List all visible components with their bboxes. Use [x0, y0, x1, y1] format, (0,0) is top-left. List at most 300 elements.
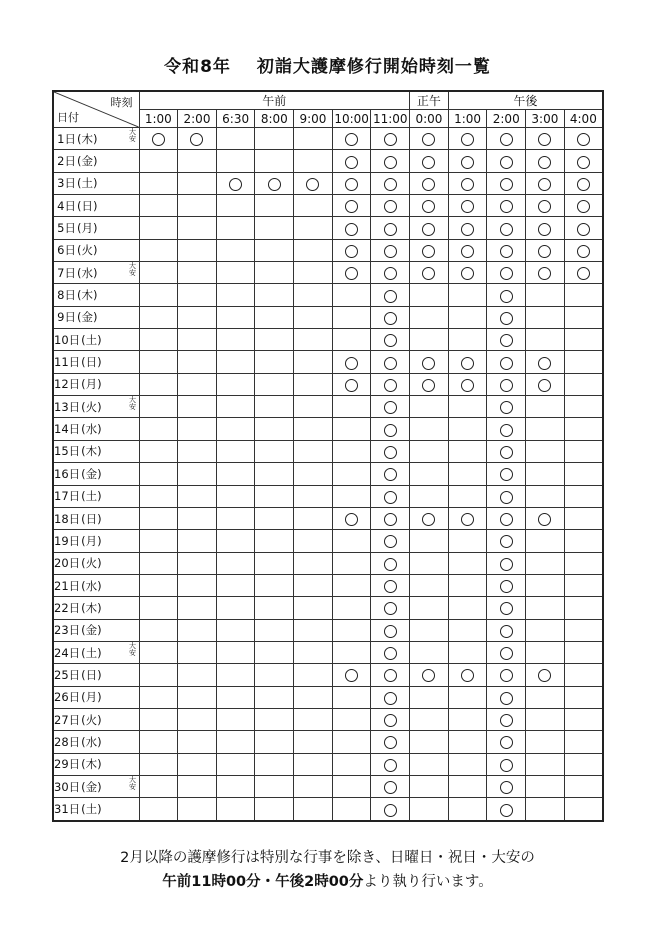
schedule-cell — [294, 217, 333, 239]
date-cell — [53, 731, 139, 753]
schedule-cell — [487, 686, 526, 708]
schedule-cell — [448, 530, 487, 552]
circle-mark-icon — [538, 156, 551, 169]
date-cell — [53, 284, 139, 306]
schedule-cell — [178, 641, 217, 663]
schedule-cell — [410, 239, 449, 261]
table-row — [53, 195, 603, 217]
schedule-cell — [526, 507, 565, 529]
day-of-week: (火) — [81, 399, 102, 414]
schedule-cell — [139, 798, 178, 821]
circle-mark-icon — [384, 200, 397, 213]
day-of-week: (金) — [77, 154, 98, 169]
day-number: 27日 — [54, 712, 81, 727]
circle-mark-icon — [345, 379, 358, 392]
schedule-cell — [564, 552, 603, 574]
schedule-cell — [526, 641, 565, 663]
circle-mark-icon — [384, 580, 397, 593]
schedule-cell — [487, 172, 526, 194]
circle-mark-icon — [500, 178, 513, 191]
table-row — [53, 463, 603, 485]
table-row — [53, 686, 603, 708]
schedule-cell — [294, 463, 333, 485]
date-cell — [53, 485, 139, 507]
circle-mark-icon — [422, 357, 435, 370]
table-row — [53, 485, 603, 507]
circle-mark-icon — [384, 424, 397, 437]
schedule-cell — [255, 195, 294, 217]
schedule-cell — [487, 552, 526, 574]
schedule-cell — [332, 463, 371, 485]
schedule-cell — [448, 239, 487, 261]
schedule-cell — [526, 775, 565, 797]
schedule-cell — [371, 686, 410, 708]
schedule-cell — [139, 664, 178, 686]
schedule-cell — [448, 731, 487, 753]
schedule-cell — [255, 418, 294, 440]
circle-mark-icon — [422, 156, 435, 169]
table-row — [53, 306, 603, 328]
schedule-cell — [332, 574, 371, 596]
schedule-cell — [332, 440, 371, 462]
schedule-cell — [487, 373, 526, 395]
circle-mark-icon — [500, 602, 513, 615]
schedule-cell — [526, 440, 565, 462]
schedule-cell — [371, 485, 410, 507]
schedule-cell — [371, 619, 410, 641]
schedule-cell — [371, 217, 410, 239]
schedule-cell — [294, 708, 333, 730]
corner-time-label: 時刻 — [110, 96, 133, 109]
schedule-cell — [178, 552, 217, 574]
circle-mark-icon — [577, 267, 590, 280]
schedule-cell — [178, 440, 217, 462]
schedule-cell — [216, 507, 255, 529]
circle-mark-icon — [538, 245, 551, 258]
circle-mark-icon — [461, 178, 474, 191]
day-of-week: (金) — [81, 466, 102, 481]
taian-badge: 大 安 — [129, 775, 136, 791]
schedule-cell — [448, 373, 487, 395]
schedule-cell — [487, 775, 526, 797]
circle-mark-icon — [345, 513, 358, 526]
schedule-cell — [448, 463, 487, 485]
circle-mark-icon — [345, 133, 358, 146]
schedule-cell — [564, 150, 603, 172]
schedule-cell — [410, 396, 449, 418]
time-header: 3:00 — [526, 110, 565, 128]
circle-mark-icon — [422, 133, 435, 146]
schedule-cell — [332, 731, 371, 753]
date-cell — [53, 128, 139, 150]
circle-mark-icon — [422, 267, 435, 280]
schedule-cell — [178, 686, 217, 708]
circle-mark-icon — [577, 245, 590, 258]
circle-mark-icon — [384, 267, 397, 280]
schedule-cell — [526, 619, 565, 641]
circle-mark-icon — [538, 200, 551, 213]
schedule-cell — [178, 619, 217, 641]
schedule-cell — [564, 664, 603, 686]
schedule-cell — [178, 150, 217, 172]
circle-mark-icon — [422, 245, 435, 258]
schedule-cell — [294, 485, 333, 507]
circle-mark-icon — [538, 379, 551, 392]
schedule-cell — [371, 641, 410, 663]
circle-mark-icon — [384, 558, 397, 571]
schedule-cell — [139, 552, 178, 574]
schedule-cell — [371, 262, 410, 284]
schedule-cell — [487, 306, 526, 328]
schedule-cell — [216, 396, 255, 418]
schedule-cell — [139, 306, 178, 328]
schedule-cell — [410, 574, 449, 596]
schedule-cell — [294, 262, 333, 284]
schedule-cell — [448, 195, 487, 217]
taian-badge: 大 安 — [129, 396, 136, 412]
circle-mark-icon — [345, 245, 358, 258]
schedule-cell — [294, 440, 333, 462]
page-title — [0, 52, 655, 77]
circle-mark-icon — [500, 245, 513, 258]
schedule-cell — [410, 485, 449, 507]
schedule-cell — [332, 172, 371, 194]
schedule-cell — [216, 597, 255, 619]
table-row — [53, 329, 603, 351]
schedule-cell — [178, 775, 217, 797]
schedule-cell — [332, 418, 371, 440]
circle-mark-icon — [461, 379, 474, 392]
schedule-cell — [139, 440, 178, 462]
schedule-cell — [139, 507, 178, 529]
schedule-cell — [255, 552, 294, 574]
schedule-cell — [139, 172, 178, 194]
schedule-cell — [448, 664, 487, 686]
schedule-cell — [255, 172, 294, 194]
schedule-cell — [410, 530, 449, 552]
schedule-cell — [564, 373, 603, 395]
circle-mark-icon — [500, 446, 513, 459]
schedule-cell — [332, 619, 371, 641]
table-row — [53, 530, 603, 552]
circle-mark-icon — [538, 267, 551, 280]
schedule-cell — [564, 329, 603, 351]
schedule-cell — [332, 373, 371, 395]
circle-mark-icon — [538, 669, 551, 682]
schedule-cell — [332, 195, 371, 217]
date-cell — [53, 351, 139, 373]
schedule-cell — [448, 753, 487, 775]
circle-mark-icon — [500, 312, 513, 325]
schedule-cell — [139, 351, 178, 373]
schedule-cell — [487, 463, 526, 485]
schedule-cell — [216, 329, 255, 351]
schedule-cell — [410, 150, 449, 172]
title-text: 初詣大護摩修行開始時刻一覧 — [256, 57, 491, 77]
day-number: 3日 — [57, 176, 76, 191]
schedule-cell — [178, 284, 217, 306]
time-header: 6:30 — [216, 110, 255, 128]
date-cell — [53, 329, 139, 351]
schedule-cell — [487, 664, 526, 686]
schedule-cell — [564, 195, 603, 217]
schedule-cell — [410, 552, 449, 574]
circle-mark-icon — [229, 178, 242, 191]
day-of-week: (火) — [81, 556, 102, 571]
schedule-cell — [564, 262, 603, 284]
group-pm: 午後 — [448, 91, 603, 110]
schedule-cell — [371, 530, 410, 552]
date-cell — [53, 373, 139, 395]
schedule-cell — [294, 329, 333, 351]
day-number: 10日 — [54, 332, 81, 347]
schedule-cell — [371, 373, 410, 395]
circle-mark-icon — [345, 178, 358, 191]
circle-mark-icon — [384, 736, 397, 749]
schedule-cell — [178, 396, 217, 418]
schedule-cell — [564, 463, 603, 485]
schedule-cell — [487, 708, 526, 730]
schedule-cell — [448, 798, 487, 821]
schedule-cell — [255, 351, 294, 373]
schedule-cell — [255, 239, 294, 261]
day-number: 21日 — [54, 578, 81, 593]
schedule-cell — [294, 552, 333, 574]
schedule-cell — [216, 239, 255, 261]
day-of-week: (土) — [81, 802, 102, 817]
schedule-cell — [178, 418, 217, 440]
schedule-cell — [564, 798, 603, 821]
taian-badge: 大 安 — [129, 128, 136, 143]
schedule-cell — [332, 284, 371, 306]
schedule-cell — [255, 485, 294, 507]
schedule-cell — [178, 329, 217, 351]
schedule-cell — [371, 597, 410, 619]
schedule-cell — [216, 128, 255, 150]
circle-mark-icon — [500, 290, 513, 303]
schedule-cell — [371, 284, 410, 306]
schedule-cell — [294, 664, 333, 686]
circle-mark-icon — [577, 223, 590, 236]
circle-mark-icon — [384, 312, 397, 325]
day-of-week: (火) — [77, 243, 98, 258]
schedule-cell — [371, 708, 410, 730]
day-of-week: (水) — [77, 265, 98, 280]
schedule-cell — [410, 664, 449, 686]
schedule-cell — [526, 396, 565, 418]
schedule-cell — [294, 507, 333, 529]
schedule-cell — [410, 128, 449, 150]
day-of-week: (日) — [81, 355, 102, 370]
circle-mark-icon — [461, 669, 474, 682]
schedule-cell — [139, 708, 178, 730]
schedule-cell — [332, 150, 371, 172]
schedule-cell — [526, 597, 565, 619]
circle-mark-icon — [500, 267, 513, 280]
circle-mark-icon — [538, 223, 551, 236]
day-of-week: (水) — [81, 578, 102, 593]
day-of-week: (木) — [81, 600, 102, 615]
schedule-cell — [216, 351, 255, 373]
schedule-cell — [139, 485, 178, 507]
schedule-cell — [216, 798, 255, 821]
schedule-cell — [178, 217, 217, 239]
schedule-cell — [139, 195, 178, 217]
table-row — [53, 418, 603, 440]
schedule-cell — [255, 641, 294, 663]
schedule-cell — [294, 396, 333, 418]
circle-mark-icon — [461, 357, 474, 370]
circle-mark-icon — [422, 669, 435, 682]
date-cell — [53, 530, 139, 552]
circle-mark-icon — [500, 736, 513, 749]
date-cell — [53, 463, 139, 485]
date-cell — [53, 641, 139, 663]
schedule-cell — [255, 574, 294, 596]
schedule-cell — [564, 217, 603, 239]
circle-mark-icon — [500, 625, 513, 638]
footer-note-line1: 2月以降の護摩修行は特別な行事を除き、日曜日・祝日・大安の — [120, 850, 535, 866]
schedule-cell — [294, 284, 333, 306]
date-cell — [53, 708, 139, 730]
circle-mark-icon — [384, 379, 397, 392]
schedule-cell — [332, 597, 371, 619]
schedule-cell — [487, 507, 526, 529]
schedule-cell — [564, 440, 603, 462]
day-of-week: (土) — [81, 332, 102, 347]
date-cell — [53, 574, 139, 596]
schedule-cell — [178, 485, 217, 507]
circle-mark-icon — [500, 692, 513, 705]
schedule-cell — [294, 798, 333, 821]
schedule-cell — [448, 574, 487, 596]
table-row — [53, 128, 603, 150]
schedule-cell — [294, 686, 333, 708]
schedule-cell — [371, 753, 410, 775]
schedule-cell — [526, 150, 565, 172]
schedule-cell — [178, 306, 217, 328]
table-row — [53, 552, 603, 574]
schedule-cell — [294, 753, 333, 775]
schedule-cell — [526, 217, 565, 239]
schedule-cell — [410, 329, 449, 351]
schedule-cell — [526, 351, 565, 373]
schedule-cell — [487, 396, 526, 418]
table-row — [53, 172, 603, 194]
schedule-cell — [371, 306, 410, 328]
schedule-cell — [255, 150, 294, 172]
circle-mark-icon — [461, 513, 474, 526]
footer-note-times: 午前11時00分・午後2時00分 — [162, 874, 364, 890]
circle-mark-icon — [500, 357, 513, 370]
schedule-cell — [371, 150, 410, 172]
day-number: 24日 — [54, 645, 81, 660]
circle-mark-icon — [500, 714, 513, 727]
circle-mark-icon — [500, 535, 513, 548]
schedule-cell — [526, 329, 565, 351]
schedule-cell — [332, 329, 371, 351]
date-cell — [53, 798, 139, 821]
schedule-cell — [255, 217, 294, 239]
circle-mark-icon — [422, 200, 435, 213]
table-row — [53, 239, 603, 261]
schedule-cell — [410, 597, 449, 619]
schedule-cell — [448, 351, 487, 373]
day-of-week: (木) — [77, 288, 98, 303]
schedule-cell — [448, 686, 487, 708]
circle-mark-icon — [384, 513, 397, 526]
circle-mark-icon — [384, 714, 397, 727]
schedule-cell — [448, 396, 487, 418]
taian-badge: 大 安 — [129, 262, 136, 278]
schedule-cell — [487, 753, 526, 775]
schedule-cell — [448, 440, 487, 462]
schedule-cell — [487, 195, 526, 217]
schedule-cell — [448, 418, 487, 440]
schedule-cell — [564, 731, 603, 753]
schedule-cell — [487, 217, 526, 239]
circle-mark-icon — [500, 223, 513, 236]
schedule-cell — [487, 284, 526, 306]
schedule-cell — [564, 641, 603, 663]
schedule-cell — [139, 686, 178, 708]
circle-mark-icon — [190, 133, 203, 146]
circle-mark-icon — [538, 513, 551, 526]
schedule-cell — [410, 507, 449, 529]
circle-mark-icon — [538, 178, 551, 191]
schedule-cell — [216, 664, 255, 686]
day-of-week: (水) — [81, 734, 102, 749]
day-of-week: (火) — [81, 712, 102, 727]
schedule-cell — [371, 507, 410, 529]
circle-mark-icon — [461, 245, 474, 258]
date-cell — [53, 753, 139, 775]
schedule-cell — [410, 686, 449, 708]
schedule-cell — [255, 597, 294, 619]
date-cell — [53, 552, 139, 574]
circle-mark-icon — [384, 401, 397, 414]
circle-mark-icon — [500, 401, 513, 414]
schedule-cell — [526, 262, 565, 284]
schedule-cell — [178, 798, 217, 821]
table-row — [53, 708, 603, 730]
circle-mark-icon — [384, 245, 397, 258]
schedule-cell — [255, 507, 294, 529]
group-noon: 正午 — [410, 91, 449, 110]
circle-mark-icon — [500, 156, 513, 169]
schedule-cell — [371, 195, 410, 217]
schedule-cell — [410, 418, 449, 440]
schedule-cell — [487, 351, 526, 373]
schedule-cell — [448, 552, 487, 574]
schedule-cell — [139, 128, 178, 150]
schedule-cell — [216, 708, 255, 730]
schedule-cell — [487, 597, 526, 619]
schedule-body — [53, 91, 603, 821]
schedule-cell — [139, 418, 178, 440]
schedule-cell — [564, 619, 603, 641]
date-cell — [53, 239, 139, 261]
schedule-cell — [526, 708, 565, 730]
day-of-week: (月) — [81, 533, 102, 548]
day-number: 22日 — [54, 600, 81, 615]
circle-mark-icon — [577, 133, 590, 146]
schedule-cell — [178, 731, 217, 753]
circle-mark-icon — [500, 580, 513, 593]
schedule-cell — [139, 574, 178, 596]
circle-mark-icon — [384, 334, 397, 347]
circle-mark-icon — [500, 558, 513, 571]
